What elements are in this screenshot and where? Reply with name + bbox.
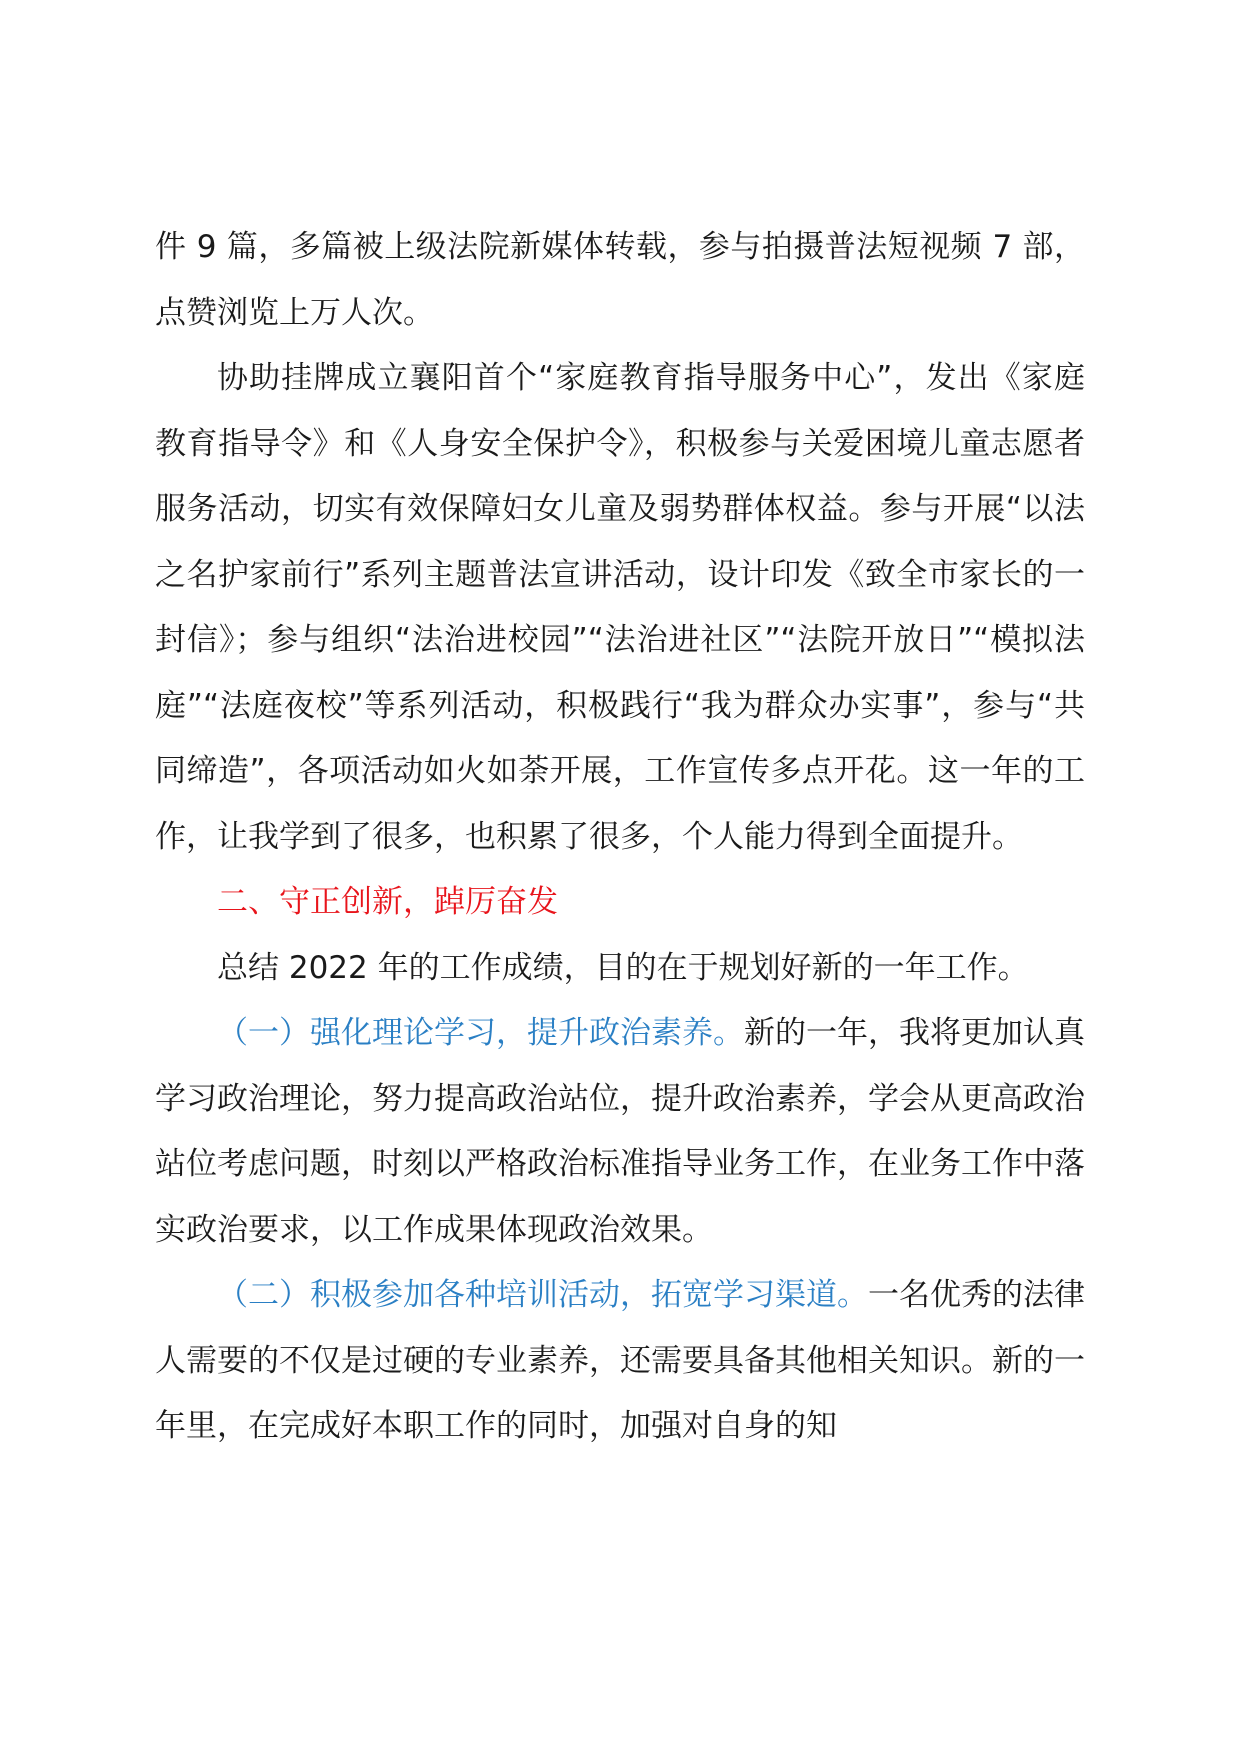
paragraph-family-education [155,346,1085,870]
paragraph-training [155,1263,1085,1460]
subheading-text: （一）强化理论学习，提升政治素养。 [217,1015,744,1051]
paragraph-text: 协助挂牌成立襄阳首个“家庭教育指导服务中心”，发出《家庭教育指导令》和《人身安全保护令》，积极参与关爱困境儿童志愿者服务活动，切实有效保障妇女儿童及弱势群体权益。参与开展“以法之名护家前行”系列主题普法宣讲活动，设计印发《致全市家长的一封信》；参与组织“法治进校园”“法治进社区”“法院开放日”“模拟法庭”“法庭夜校”等系列活动，积极践行“我为群众办实事”，参与“共同缔造”，各项活动如火如荼开展，工作宣传多点开花。这一年的工作，让我学到了很多，也积累了很多，个人能力得到全面提升。 [155,360,1085,855]
paragraph-text: 总结 2022 年的工作成绩，目的在于规划好新的一年工作。 [217,949,1029,986]
paragraph-summary [155,936,1085,1002]
paragraph-text: 一名优秀的法律人需要的不仅是过硬的专业素养，还需要具备其他相关知识。新的一年里，在完成好本职工作的同时，加强对自身的知 [155,1277,1085,1444]
paragraph-text: 件 9 篇，多篇被上级法院新媒体转载，参与拍摄普法短视频 7 部，点赞浏览上万人次。 [155,229,1086,331]
paragraph-continuation [155,215,1085,346]
section-heading-text: 二、守正创新，踔厉奋发 [217,884,558,920]
section-heading [155,870,1085,936]
paragraph-text: 新的一年，我将更加认真学习政治理论，努力提高政治站位，提升政治素养，学会从更高政治站位考虑问题，时刻以严格政治标准指导业务工作，在业务工作中落实政治要求，以工作成果体现政治效果。 [155,1015,1085,1248]
document-body [155,215,1085,1460]
subheading-text: （二）积极参加各种培训活动，拓宽学习渠道。 [217,1277,868,1313]
paragraph-theory-study [155,1001,1085,1263]
